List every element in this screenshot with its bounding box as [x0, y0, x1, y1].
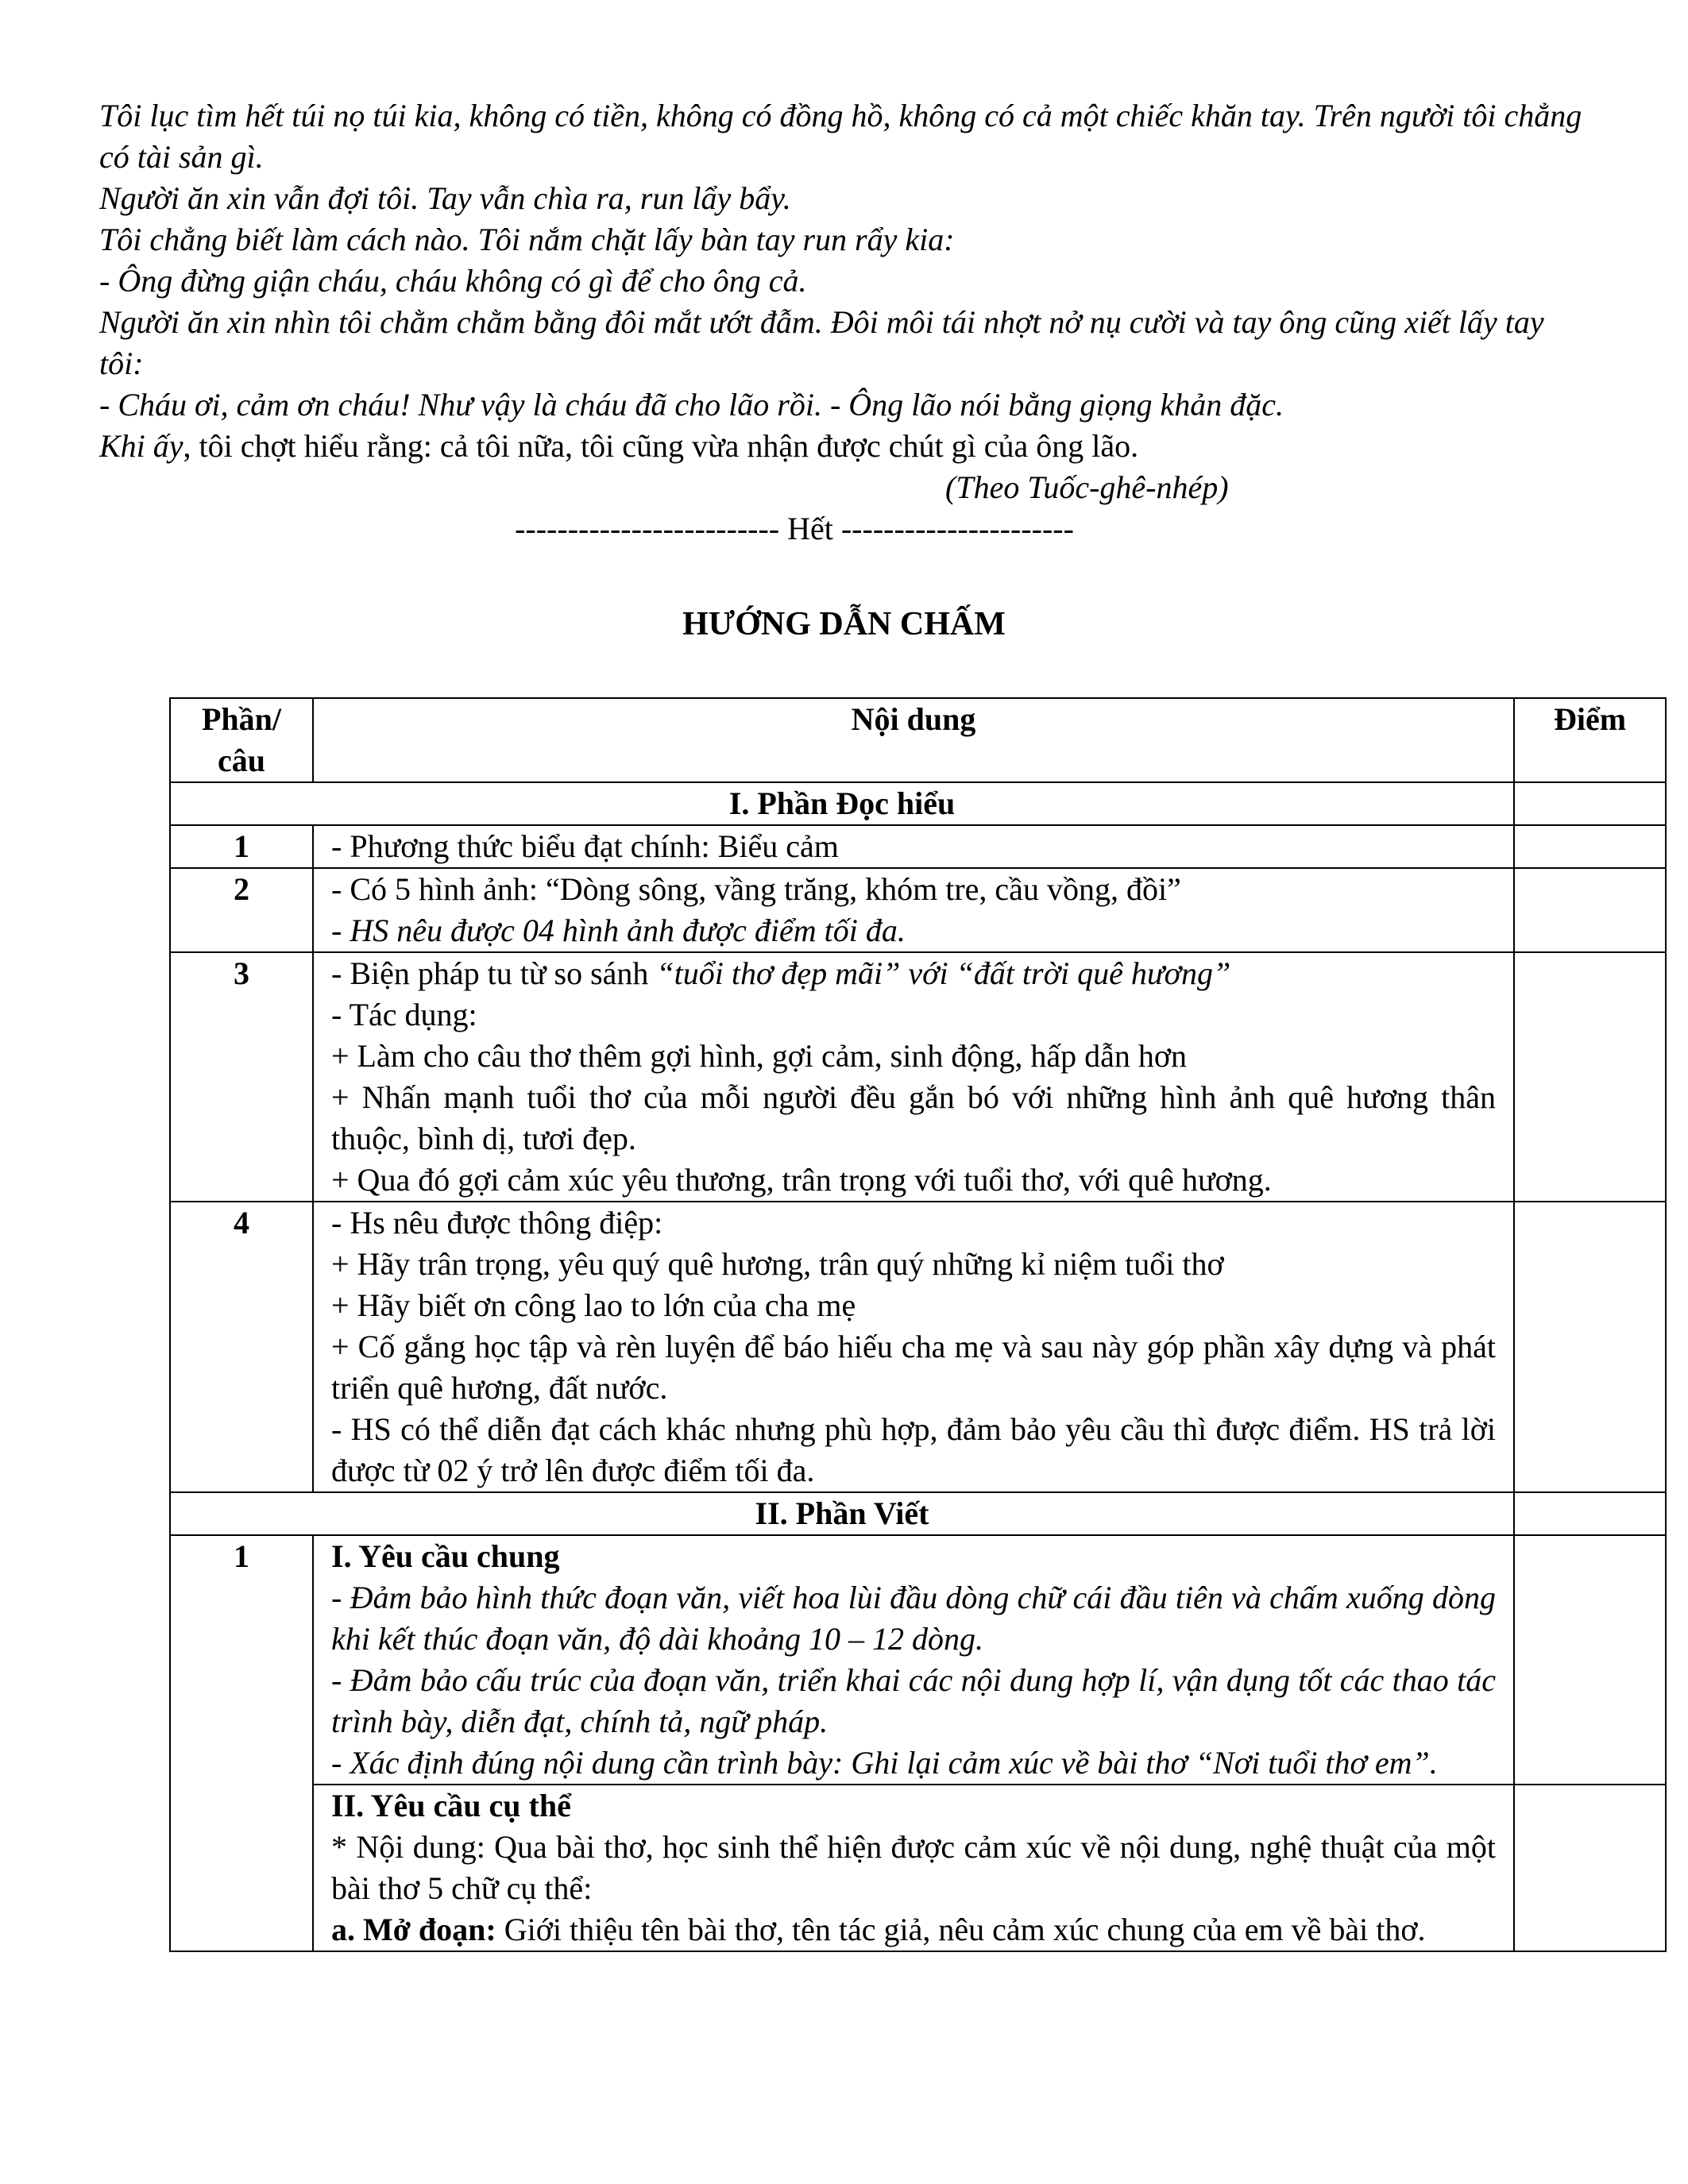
story-line: Tôi chẳng biết làm cách nào. Tôi nắm chặt lấy bàn tay run rẩy kia: [99, 222, 955, 257]
score-cell [1514, 1535, 1666, 1785]
table-row [170, 1535, 1666, 1785]
table-row [170, 868, 1666, 952]
question-number: 1 [170, 825, 313, 868]
section-title-writing: II. Phần Viết [170, 1492, 1514, 1535]
question-number: 4 [170, 1202, 313, 1492]
answer-content [313, 1202, 1514, 1492]
end-marker: ------------------------- Hết ---------------------- [515, 511, 1074, 546]
header-part: Phần/ câu [170, 698, 313, 782]
question-number: 1 [170, 1535, 313, 1951]
score-cell [1514, 1785, 1666, 1951]
question-number: 3 [170, 952, 313, 1202]
answer-content [313, 825, 1514, 868]
table-row [170, 952, 1666, 1202]
answer-line: - Tác dụng: [331, 997, 477, 1032]
header-content: Nội dung [313, 698, 1514, 782]
section-title-reading: I. Phần Đọc hiểu [170, 782, 1514, 825]
score-cell [1514, 1202, 1666, 1492]
story-line: - Cháu ơi, cảm ơn cháu! Như vậy là cháu đã cho lão rồi. - Ông lão nói bằng giọng khản đặc. [99, 387, 1284, 423]
answer-line: + Cố gắng học tập và rèn luyện để báo hiếu cha mẹ và sau này góp phần xây dựng và phát triển quê hương, đất nước. [331, 1329, 1496, 1406]
story-line: Tôi lục tìm hết túi nọ túi kia, không có tiền, không có đồng hồ, không có cả một chiếc khăn tay. Trên người tôi chẳng có tài sản gì. [99, 98, 1582, 175]
requirements-heading: I. Yêu cầu chung [331, 1538, 560, 1574]
answer-content [313, 868, 1514, 952]
story-italic-fragment: Khi ấy [99, 428, 183, 464]
section-row [170, 782, 1666, 825]
grading-table [169, 697, 1667, 1952]
answer-line: - Có 5 hình ảnh: “Dòng sông, vầng trăng, khóm tre, cầu vồng, đồi” [331, 871, 1181, 907]
score-cell [1514, 1492, 1666, 1535]
story-line [99, 426, 1593, 467]
table-row [170, 825, 1666, 868]
answer-line: + Làm cho câu thơ thêm gợi hình, gợi cảm, sinh động, hấp dẫn hơn [331, 1038, 1187, 1074]
answer-bold-fragment: a. Mở đoạn: [331, 1912, 496, 1947]
score-cell [1514, 825, 1666, 868]
header-score: Điểm [1514, 698, 1666, 782]
answer-italic-fragment: “tuổi thơ đẹp mãi” với “đất trời quê hương” [656, 955, 1231, 991]
story-excerpt [99, 95, 1593, 550]
answer-line: * Nội dung: Qua bài thơ, học sinh thể hiện được cảm xúc về nội dung, nghệ thuật của một bài thơ 5 chữ cụ thể: [331, 1829, 1496, 1906]
answer-content [313, 952, 1514, 1202]
guide-title: HƯỚNG DẪN CHẤM [682, 606, 1006, 642]
answer-fragment: Giới thiệu tên bài thơ, tên tác giả, nêu cảm xúc chung của em về bài thơ. [496, 1912, 1426, 1947]
answer-line: + Qua đó gợi cảm xúc yêu thương, trân trọng với tuổi thơ, với quê hương. [331, 1162, 1272, 1198]
story-line: Người ăn xin vẫn đợi tôi. Tay vẫn chìa ra, run lẩy bẩy. [99, 180, 791, 216]
table-header-row [170, 698, 1666, 782]
story-plain-fragment: , tôi chợt hiểu rằng: cả tôi nữa, tôi cũng vừa nhận được chút gì của ông lão. [183, 428, 1139, 464]
general-requirements [313, 1535, 1514, 1785]
story-line: Người ăn xin nhìn tôi chằm chằm bằng đôi mắt ướt đẫm. Đôi môi tái nhợt nở nụ cười và tay ông cũng xiết lấy tay tôi: [99, 304, 1544, 381]
story-line: - Ông đừng giận cháu, cháu không có gì để cho ông cả. [99, 263, 807, 299]
answer-line: - HS có thể diễn đạt cách khác nhưng phù hợp, đảm bảo yêu cầu thì được điểm. HS trả lời được từ 02 ý trở lên được điểm tối đa. [331, 1411, 1496, 1488]
answer-line: - Đảm bảo hình thức đoạn văn, viết hoa lùi đầu dòng chữ cái đầu tiên và chấm xuống dòng khi kết thúc đoạn văn, độ dài khoảng 10 – 12 dòng. [331, 1580, 1496, 1657]
specific-requirements [313, 1785, 1514, 1951]
table-row [170, 1785, 1666, 1951]
answer-line: - Hs nêu được thông điệp: [331, 1205, 663, 1241]
answer-line: - Phương thức biểu đạt chính: Biểu cảm [331, 828, 839, 864]
answer-line: - Xác định đúng nội dung cần trình bày: Ghi lại cảm xúc về bài thơ “Nơi tuổi thơ em”. [331, 1745, 1438, 1781]
requirements-heading: II. Yêu cầu cụ thể [331, 1788, 571, 1823]
score-cell [1514, 868, 1666, 952]
score-cell [1514, 782, 1666, 825]
answer-fragment: - Biện pháp tu từ so sánh [331, 955, 657, 991]
answer-line: + Hãy trân trọng, yêu quý quê hương, trân quý những kỉ niệm tuổi thơ [331, 1246, 1224, 1282]
answer-line [331, 953, 1496, 994]
question-number: 2 [170, 868, 313, 952]
answer-line: - HS nêu được 04 hình ảnh được điểm tối đa. [331, 913, 906, 948]
table-row [170, 1202, 1666, 1492]
score-cell [1514, 952, 1666, 1202]
story-source: (Theo Tuốc-ghê-nhép) [945, 469, 1229, 505]
section-row [170, 1492, 1666, 1535]
answer-line [331, 1909, 1496, 1951]
answer-line: - Đảm bảo cấu trúc của đoạn văn, triển khai các nội dung hợp lí, vận dụng tốt các thao tác trình bày, diễn đạt, chính tả, ngữ pháp. [331, 1662, 1496, 1739]
answer-line: + Hãy biết ơn công lao to lớn của cha mẹ [331, 1287, 856, 1323]
answer-line: + Nhấn mạnh tuổi thơ của mỗi người đều gắn bó với những hình ảnh quê hương thân thuộc, bình dị, tươi đẹp. [331, 1079, 1496, 1156]
